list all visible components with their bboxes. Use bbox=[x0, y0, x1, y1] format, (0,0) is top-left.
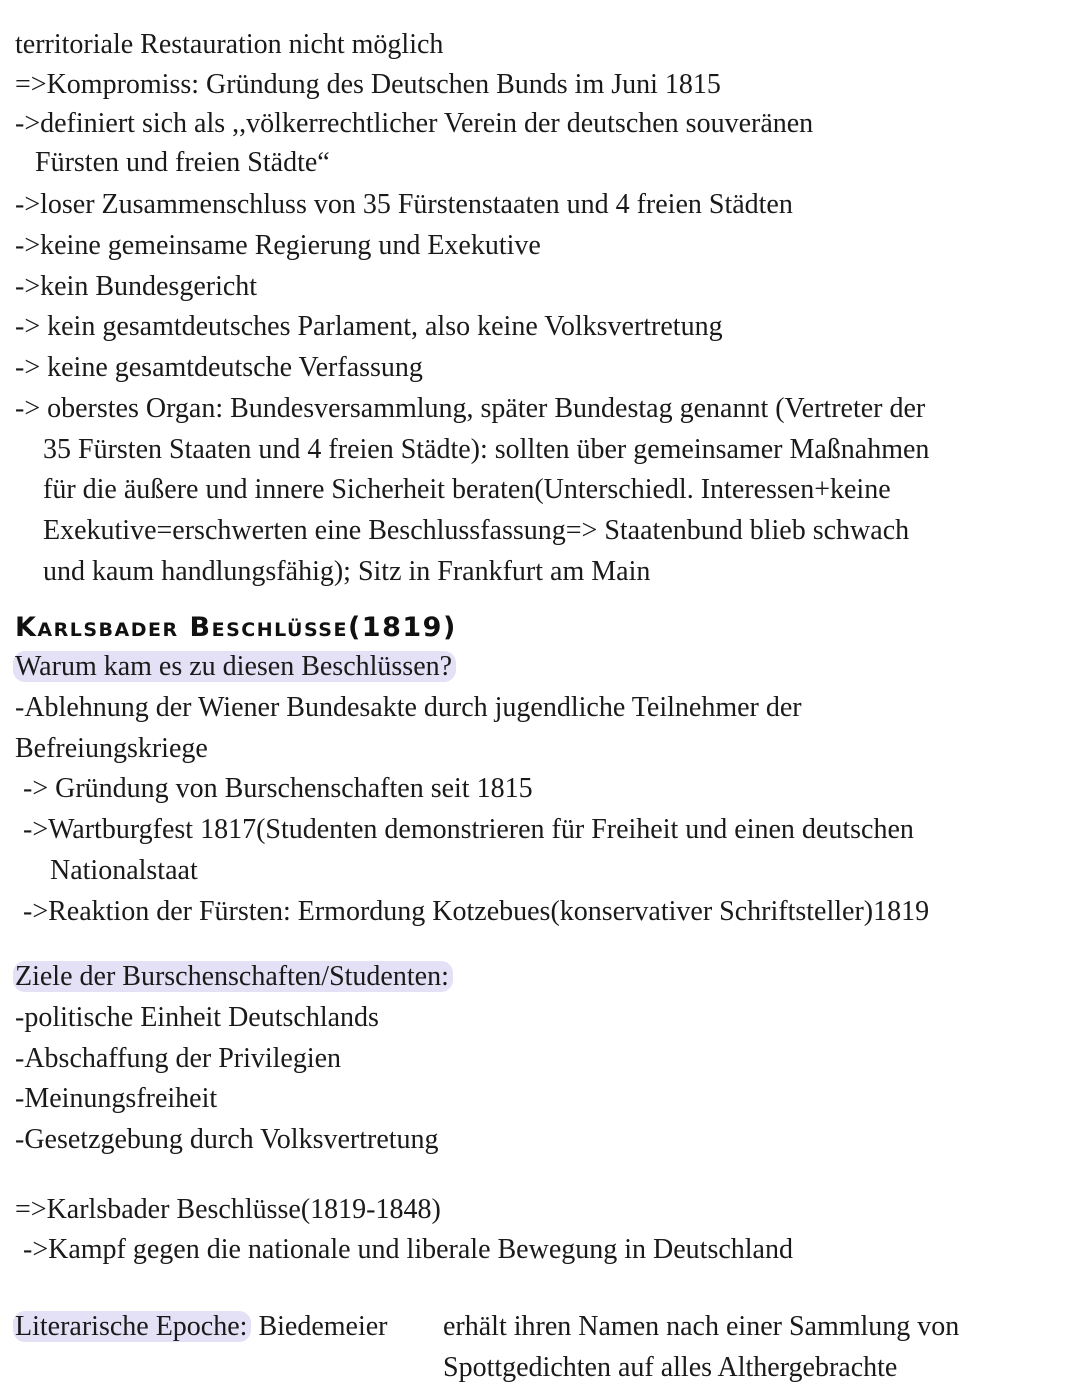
epoch-description: erhält ihren Namen nach einer Sammlung von bbox=[443, 1311, 960, 1342]
goal-item: -Abschaffung der Privilegien bbox=[15, 1043, 342, 1074]
goals-label-line bbox=[13, 959, 453, 995]
text-line: für die äußere und innere Sicherheit beraten(Unterschiedl. Interessen+keine bbox=[43, 474, 891, 505]
text-line: -> keine gesamtdeutsche Verfassung bbox=[15, 352, 423, 383]
text-line: 35 Fürsten Staaten und 4 freien Städte): sollten über gemeinsamer Maßnahmen bbox=[43, 434, 930, 465]
text-line: Exekutive=erschwerten eine Beschlussfassung=> Staatenbund blieb schwach bbox=[43, 515, 910, 546]
text-line: =>Karlsbader Beschlüsse(1819-1848) bbox=[15, 1194, 441, 1225]
text-line: -> Gründung von Burschenschaften seit 1815 bbox=[23, 773, 533, 804]
text-line: -> oberstes Organ: Bundesversammlung, später Bundestag genannt (Vertreter der bbox=[15, 393, 926, 424]
highlighted-question: Warum kam es zu diesen Beschlüssen? bbox=[13, 651, 456, 682]
text-line: Fürsten und freien Städte“ bbox=[35, 147, 330, 178]
text-line: ->loser Zusammenschluss von 35 Fürstenstaaten und 4 freien Städten bbox=[15, 189, 793, 220]
text-line: ->Reaktion der Fürsten: Ermordung Kotzebues(konservativer Schriftsteller)1819 bbox=[23, 896, 930, 927]
text-line: ->definiert sich als ,,völkerrechtlicher Verein der deutschen souveränen bbox=[15, 108, 814, 139]
text-line: -Ablehnung der Wiener Bundesakte durch jugendliche Teilnehmer der bbox=[15, 692, 802, 723]
text-line: territoriale Restauration nicht möglich bbox=[15, 29, 444, 60]
text-line: Befreiungskriege bbox=[15, 733, 208, 764]
section-heading: Karlsbader Beschlüsse(1819) bbox=[15, 612, 457, 643]
text-line: und kaum handlungsfähig); Sitz in Frankfurt am Main bbox=[43, 556, 651, 587]
goal-item: -Gesetzgebung durch Volksvertretung bbox=[15, 1124, 439, 1155]
epoch-line bbox=[13, 1309, 388, 1345]
epoch-description: Spottgedichten auf alles Althergebrachte bbox=[443, 1352, 898, 1383]
goal-item: -Meinungsfreiheit bbox=[15, 1083, 218, 1114]
epoch-name: Biedemeier bbox=[258, 1311, 388, 1342]
question-line bbox=[13, 649, 456, 685]
highlighted-goals-label: Ziele der Burschenschaften/Studenten: bbox=[13, 961, 453, 992]
text-line: =>Kompromiss: Gründung des Deutschen Bunds im Juni 1815 bbox=[15, 69, 721, 100]
text-line: ->keine gemeinsame Regierung und Exekutive bbox=[15, 230, 541, 261]
goal-item: -politische Einheit Deutschlands bbox=[15, 1002, 379, 1033]
text-line: -> kein gesamtdeutsches Parlament, also keine Volksvertretung bbox=[15, 311, 723, 342]
highlighted-epoch-label: Literarische Epoche: bbox=[13, 1311, 251, 1342]
text-line: ->Kampf gegen die nationale und liberale Bewegung in Deutschland bbox=[23, 1234, 793, 1265]
text-line: ->Wartburgfest 1817(Studenten demonstrieren für Freiheit und einen deutschen bbox=[23, 814, 914, 845]
text-line: Nationalstaat bbox=[50, 855, 198, 886]
text-line: ->kein Bundesgericht bbox=[15, 271, 258, 302]
